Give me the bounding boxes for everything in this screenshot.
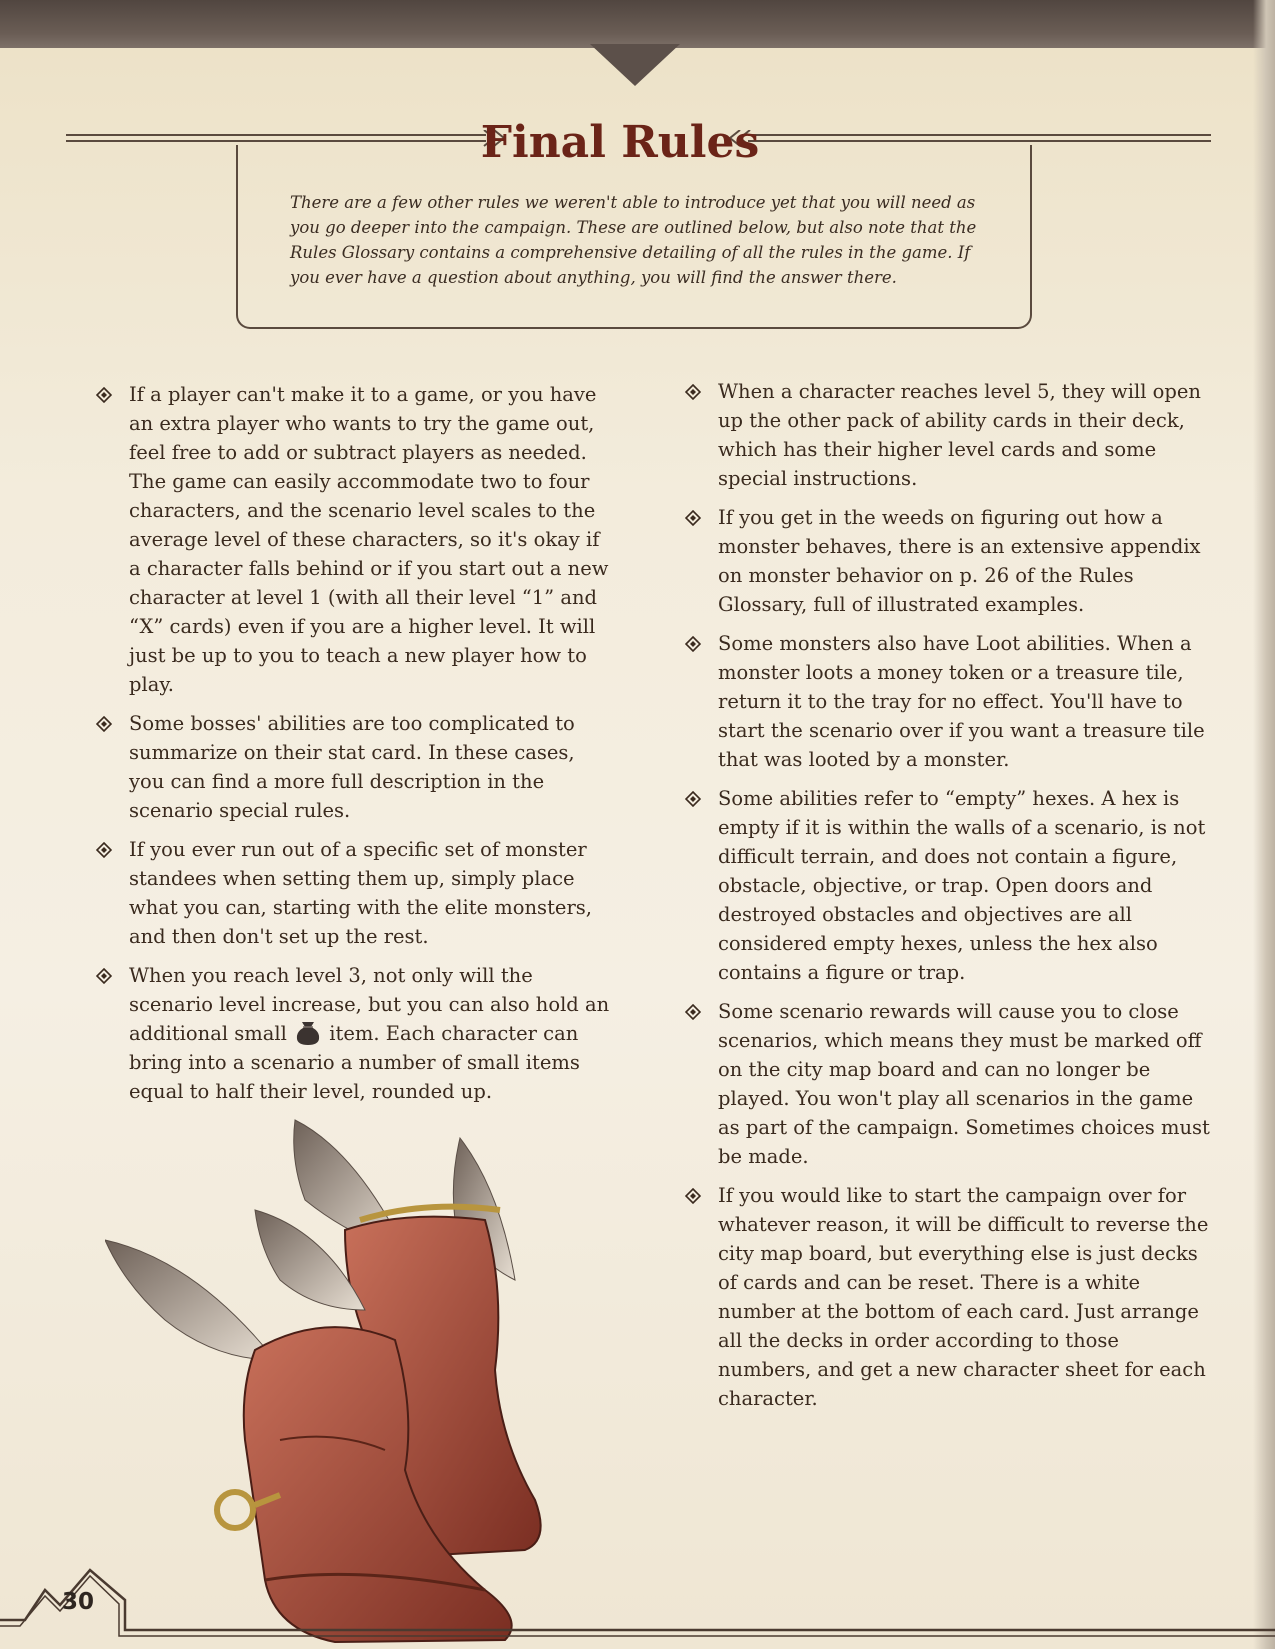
rule-text: Some abilities refer to “empty” hexes. A hex is empty if it is within the walls of a scenario, is not difficult terrain, and does not contain a figure, obstacle, objective, or trap. Open doors and destroyed obstacles and objectives are all considered empty hexes, unless the hex also contains a figure or trap. bbox=[718, 787, 1206, 984]
page-number: 30 bbox=[62, 1589, 95, 1615]
diamond-bullet-icon bbox=[96, 716, 112, 732]
rule-text-after-icon: item. Each character can bring into a scenario a number of small items equal to half their level, rounded up. bbox=[129, 1022, 580, 1103]
rule-item bbox=[685, 629, 1215, 774]
diamond-bullet-icon bbox=[685, 1004, 701, 1020]
small-item-bag-icon bbox=[293, 1020, 323, 1046]
rule-text: If a player can't make it to a game, or you have an extra player who wants to try the game out, feel free to add or subtract players as needed. The game can easily accommodate two to four characters, and the scenario level scales to the average level of these characters, so it's okay if a character falls behind or if you start out a new character at level 1 (with all their level “1” and “X” cards) even if you are a higher level. It will just be up to you to teach a new player how to play. bbox=[129, 383, 609, 696]
rule-text: If you get in the weeds on figuring out how a monster behaves, there is an extensive appendix on monster behavior on p. 26 of the Rules Glossary, full of illustrated examples. bbox=[718, 506, 1201, 616]
rule-text: Some monsters also have Loot abilities. When a monster loots a money token or a treasure tile, return it to the tray for no effect. You'll have to start the scenario over if you want a treasure tile that was looted by a monster. bbox=[718, 632, 1205, 771]
header-notch-ornament bbox=[590, 44, 680, 88]
intro-paragraph: There are a few other rules we weren't able to introduce yet that you will need as you go deeper into the campaign. These are outlined below, but also note that the Rules Glossary contains a comprehensive detailing of all the rules in the game. If you ever have a question about anything, you will find the answer there. bbox=[290, 193, 977, 287]
footer-ornament-line bbox=[0, 1560, 1275, 1649]
diamond-bullet-icon bbox=[685, 636, 701, 652]
rule-text: Some bosses' abilities are too complicated to summarize on their stat card. In these cases, you can find a more full description in the scenario special rules. bbox=[129, 712, 575, 822]
rule-item bbox=[685, 997, 1215, 1171]
rule-item bbox=[685, 377, 1215, 493]
rule-text-before-icon: When you reach level 3, not only will the scenario level increase, but you can also hold an additional small bbox=[129, 964, 610, 1045]
rule-item bbox=[96, 709, 616, 825]
rule-item bbox=[96, 835, 616, 951]
rule-item bbox=[685, 503, 1215, 619]
rule-item bbox=[685, 784, 1215, 987]
rule-text: If you would like to start the campaign over for whatever reason, it will be difficult to reverse the city map board, but everything else is just decks of cards and can be reset. There is a white number at the bottom of each card. Just arrange all the decks in order according to those numbers, and get a new character sheet for each character. bbox=[718, 1184, 1209, 1410]
diamond-bullet-icon bbox=[96, 968, 112, 984]
rule-item bbox=[96, 380, 616, 699]
rule-text: When a character reaches level 5, they will open up the other pack of ability cards in their deck, which has their higher level cards and some special instructions. bbox=[718, 380, 1201, 490]
rule-item bbox=[685, 1181, 1215, 1413]
diamond-bullet-icon bbox=[96, 387, 112, 403]
page-binding-shadow bbox=[1253, 0, 1275, 1649]
right-rules-column bbox=[685, 377, 1215, 1423]
top-header-band bbox=[0, 0, 1275, 48]
diamond-bullet-icon bbox=[685, 791, 701, 807]
diamond-bullet-icon bbox=[685, 1188, 701, 1204]
diamond-bullet-icon bbox=[685, 384, 701, 400]
diamond-bullet-icon bbox=[685, 510, 701, 526]
rule-text: If you ever run out of a specific set of monster standees when setting them up, simply place what you can, starting with the elite monsters, and then don't set up the rest. bbox=[129, 838, 592, 948]
rule-item-small-items bbox=[96, 961, 616, 1106]
rule-text: Some scenario rewards will cause you to close scenarios, which means they must be marked off on the city map board and can no longer be played. You won't play all scenarios in the game as part of the campaign. Sometimes choices must be made. bbox=[718, 1000, 1210, 1168]
page-title: Final Rules bbox=[480, 117, 760, 168]
left-rules-column bbox=[96, 380, 616, 1116]
diamond-bullet-icon bbox=[96, 842, 112, 858]
